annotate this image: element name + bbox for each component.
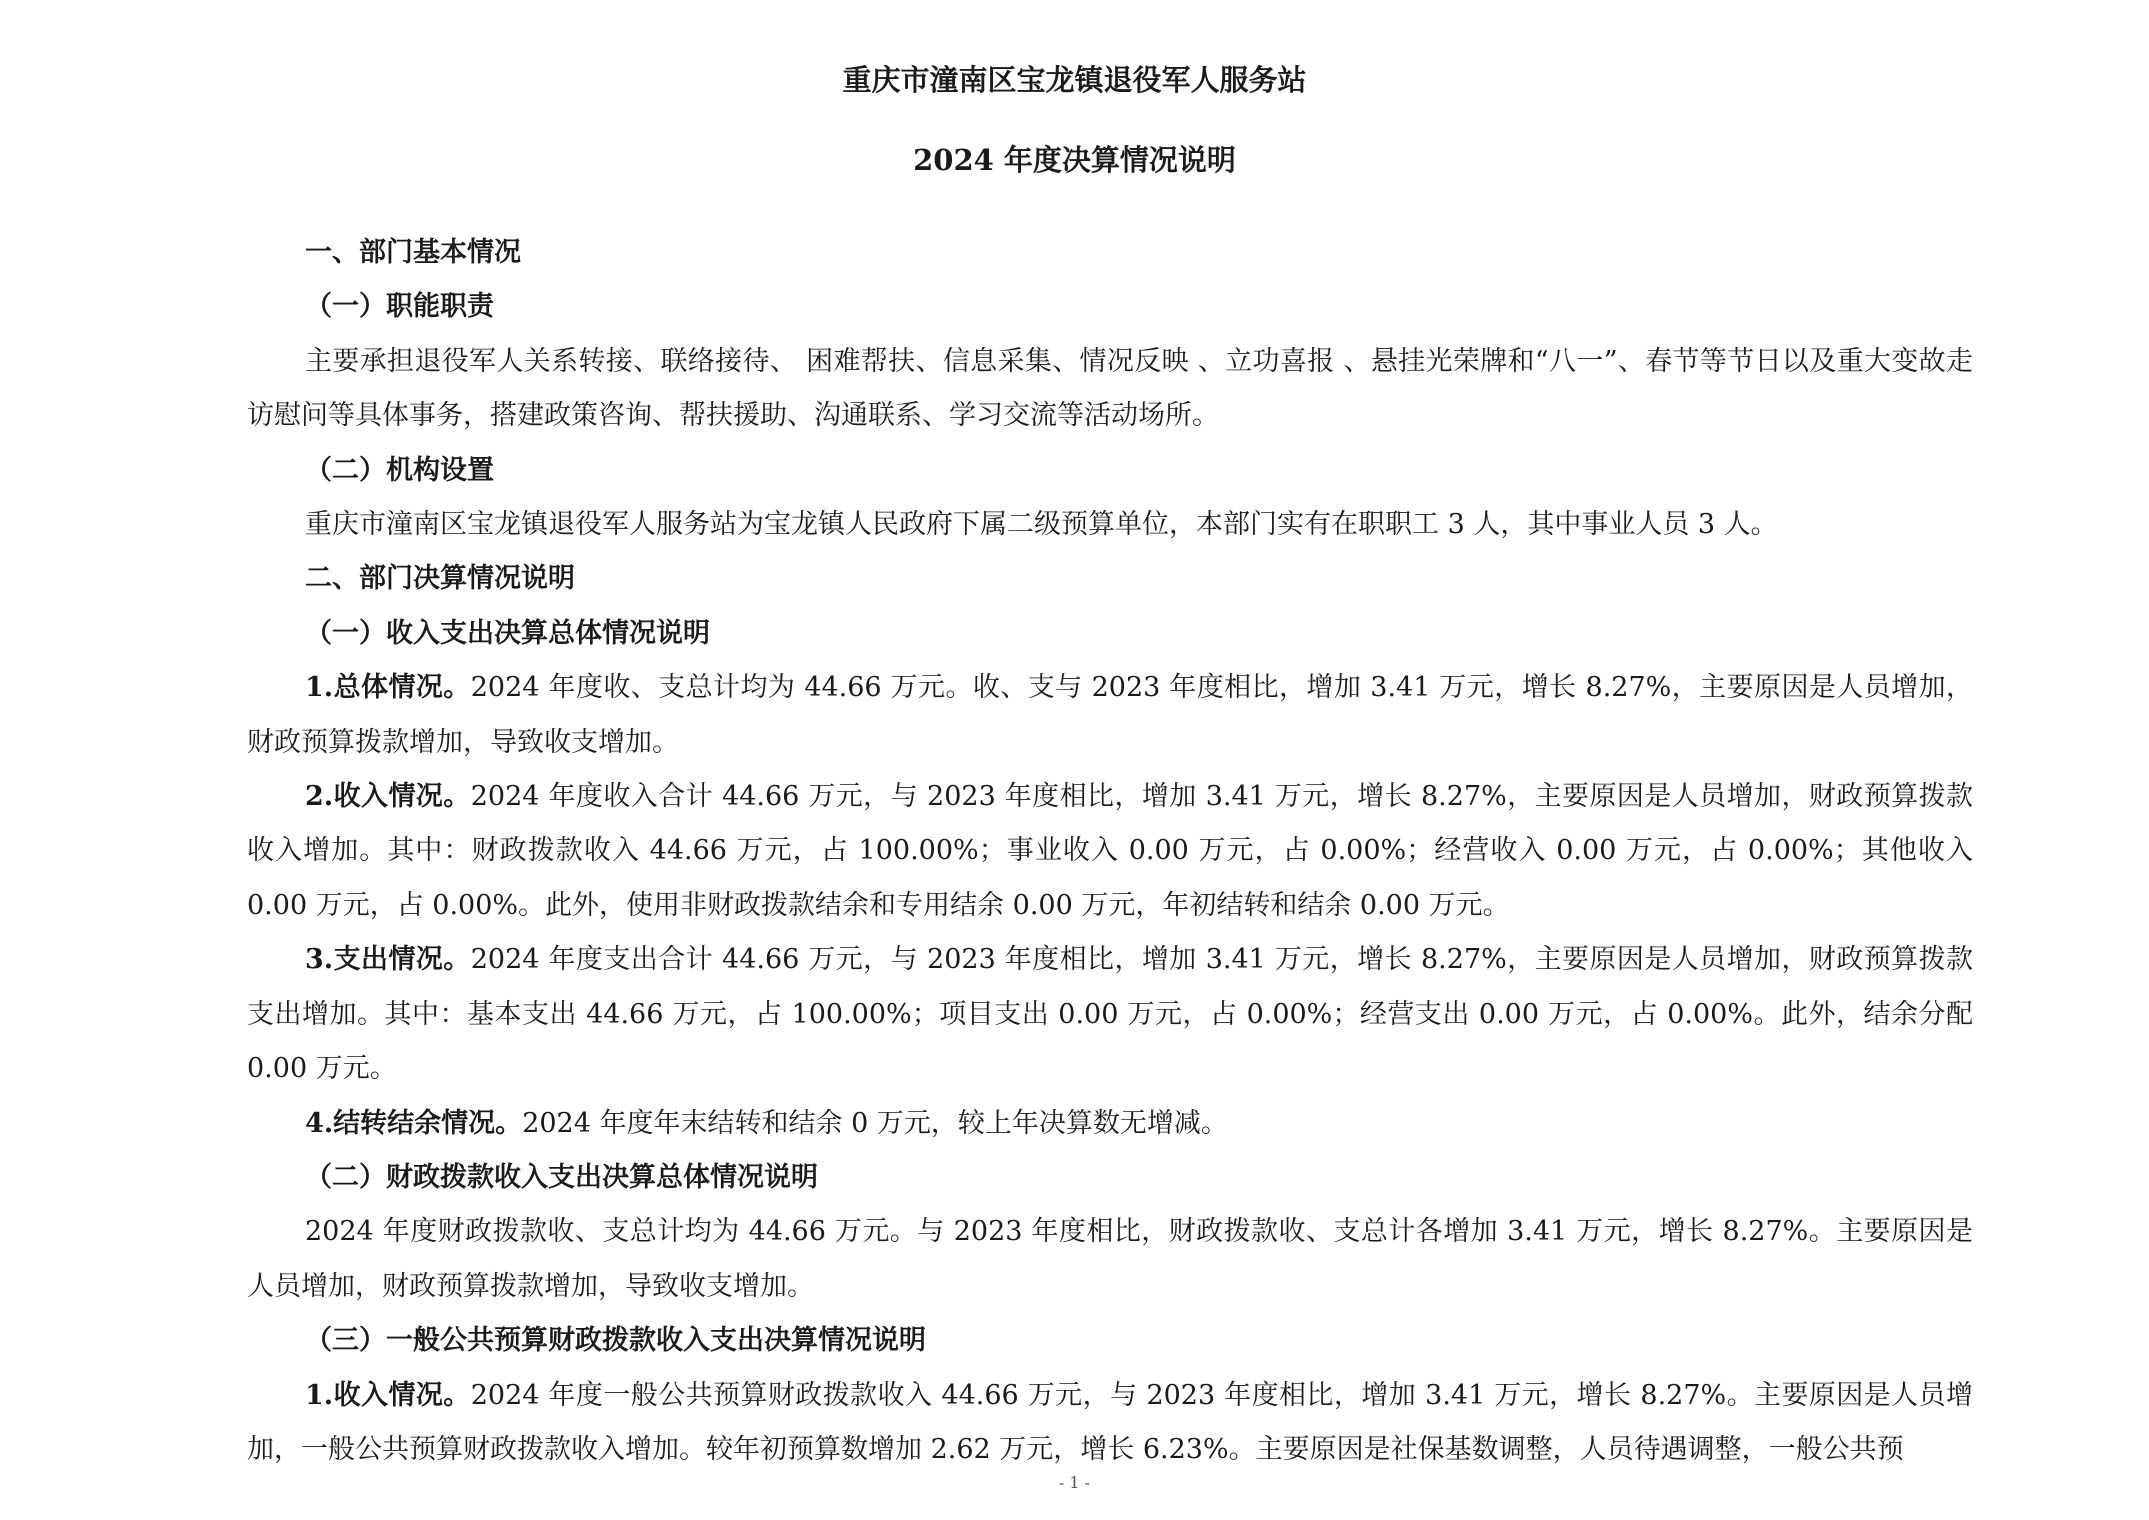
paragraph-general-public-income (247, 1369, 1973, 1478)
paragraph-lead: 4.结转结余情况。 (305, 1107, 523, 1139)
paragraph-fiscal: 2024 年度财政拨款收、支总计均为 44.66 万元。与 2023 年度相比，财政拨款收、支总计各增加 3.41 万元，增长 8.27%。主要原因是人员增加，财政预算拨款增加，导致收支增加。 (247, 1216, 1973, 1302)
paragraph-text: 2024 年度年末结转和结余 0 万元，较上年决算数无增减。 (522, 1107, 1228, 1139)
paragraph-text: 2024 年度一般公共预算财政拨款收入 44.66 万元，与 2023 年度相比，增加 3.41 万元，增长 8.27%。主要原因是人员增加，一般公共预算财政拨款收入增加。较年初预算数增加 2.62 万元，增长 6.23%。主要原因是社保基数调整，人员待遇调整，一般公共预 (247, 1379, 1973, 1465)
document-body (247, 226, 1973, 1477)
paragraph-text: 2024 年度支出合计 44.66 万元，与 2023 年度相比，增加 3.41 万元，增长 8.27%，主要原因是人员增加，财政预算拨款支出增加。其中：基本支出 44.66 万元，占 100.00%；项目支出 0.00 万元，占 0.00%；经营支出 0.00 万元，占 0.00%。此外，结余分配 0.00 万元。 (247, 944, 1973, 1085)
subsection-heading-overall: （一）收入支出决算总体情况说明 (305, 617, 710, 649)
subsection-heading-fiscal: （二）财政拨款收入支出决算总体情况说明 (305, 1161, 818, 1193)
document-title: 重庆市潼南区宝龙镇退役军人服务站 (842, 63, 1307, 97)
document-subtitle: 2024 年度决算情况说明 (913, 143, 1236, 177)
paragraph-text: 2024 年度收、支总计均为 44.66 万元。收、支与 2023 年度相比，增加 3.41 万元，增长 8.27%，主要原因是人员增加，财政预算拨款增加，导致收支增加。 (247, 672, 1973, 758)
paragraph-lead: 3.支出情况。 (305, 944, 471, 976)
paragraph-functions: 主要承担退役军人关系转接、联络接待、 困难帮扶、信息采集、情况反映 、立功喜报 、悬挂光荣牌和“八一”、春节等节日以及重大变故走访慰问等具体事务，搭建政策咨询、帮扶援助、沟通联系、学习交流等活动场所。 (247, 345, 1973, 432)
subsection-heading-organization: （二）机构设置 (305, 454, 494, 486)
paragraph-income (247, 770, 1973, 933)
paragraph-carryover (247, 1097, 1973, 1151)
paragraph-lead: 2.收入情况。 (305, 781, 471, 813)
paragraph-overall (247, 661, 1973, 770)
subsection-heading-functions: （一）职能职责 (305, 291, 494, 323)
paragraph-lead: 1.收入情况。 (305, 1379, 471, 1411)
subsection-heading-general-public: （三）一般公共预算财政拨款收入支出决算情况说明 (305, 1325, 926, 1357)
section-heading-1: 一、部门基本情况 (305, 237, 521, 268)
paragraph-lead: 1.总体情况。 (305, 672, 471, 704)
paragraph-expense (247, 933, 1973, 1096)
paragraph-text: 2024 年度收入合计 44.66 万元，与 2023 年度相比，增加 3.41 万元，增长 8.27%，主要原因是人员增加，财政预算拨款收入增加。其中：财政拨款收入 44.66 万元，占 100.00%；事业收入 0.00 万元，占 0.00%；经营收入 0.00 万元，占 0.00%；其他收入 0.00 万元，占 0.00%。此外，使用非财政拨款结余和专用结余 0.00 万元，年初结转和结余 0.00 万元。 (247, 781, 1973, 921)
section-heading-2: 二、部门决算情况说明 (305, 563, 575, 595)
paragraph-organization: 重庆市潼南区宝龙镇退役军人服务站为宝龙镇人民政府下属二级预算单位，本部门实有在职职工 3 人，其中事业人员 3 人。 (305, 509, 1778, 541)
page-number: - 1 - (1058, 1473, 1091, 1492)
